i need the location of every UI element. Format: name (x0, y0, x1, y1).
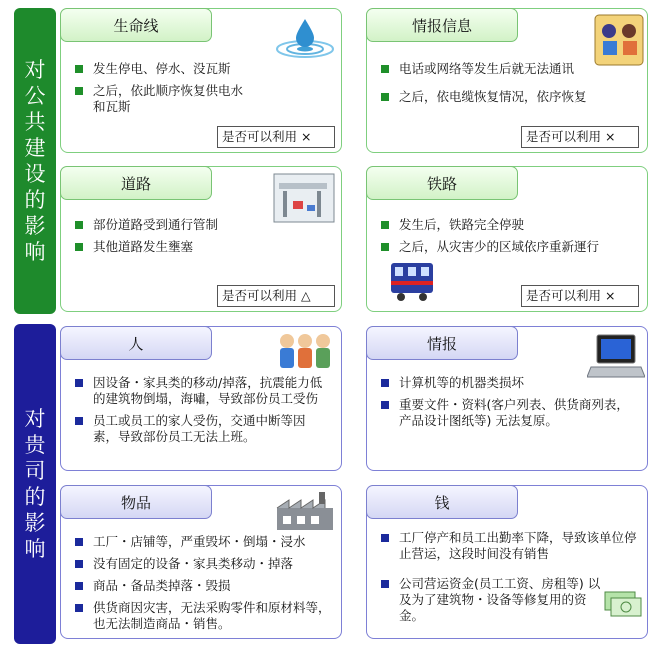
public-impact-label: 对公共建设的影响 (24, 58, 46, 264)
railway-panel (366, 166, 648, 312)
road-panel (60, 166, 342, 312)
lifeline-panel (60, 8, 342, 153)
laptop-icon (587, 333, 645, 381)
list-item: 电话或网络等发生后就无法通讯 (379, 61, 639, 77)
list-item: 之后，依此顺序恢复供电水和瓦斯 (73, 83, 248, 115)
list-item: 没有固定的设备・家具类移动・掉落 (73, 556, 335, 572)
water-drop-icon (273, 15, 337, 59)
list-item: 因设备・家具类的移动/掉落，抗震能力低的建筑物倒塌，海嘯，导致部份员工受伤 (73, 375, 323, 407)
factory-icon (275, 490, 335, 532)
public-impact-sidebar (14, 8, 56, 314)
company-impact-sidebar (14, 324, 56, 644)
usability-status: 是否可以利用 △ (217, 285, 335, 307)
injured-people-icon (273, 331, 335, 371)
lifeline-tab: 生命线 (60, 8, 212, 42)
information-tab: 情报 (366, 326, 518, 360)
people-panel (60, 326, 342, 471)
cash-icon (603, 586, 643, 622)
train-icon (389, 261, 435, 303)
list-item: 之后，从灾害少的区域依序重新運行 (379, 239, 639, 255)
list-item: 工厂・店铺等，严重毁坏・倒塌・浸水 (73, 534, 335, 550)
info-comm-panel (366, 8, 648, 153)
list-item: 公司营运资金(员工工资、房租等) 以及为了建筑物・设备等修复用的资金。 (379, 576, 605, 624)
list-item: 供货商因灾害，无法采购零件和原材料等，也无法制造商品・销售。 (73, 600, 335, 632)
railway-tab: 铁路 (366, 166, 518, 200)
usability-status: 是否可以利用 × (521, 285, 639, 307)
list-item: 员工或员工的家人受伤，交通中断等因素，导致部份员工无法上班。 (73, 413, 323, 445)
goods-tab: 物品 (60, 485, 212, 519)
usability-status: 是否可以利用 × (521, 126, 639, 148)
highway-icon (273, 173, 335, 223)
money-tab: 钱 (366, 485, 518, 519)
usability-status: 是否可以利用 × (217, 126, 335, 148)
people-tab: 人 (60, 326, 212, 360)
info-comm-tab: 情报信息 (366, 8, 518, 42)
list-item: 工厂停产和员工出勤率下降，导致该单位停止营运，这段时间没有销售 (379, 530, 639, 562)
list-item: 部份道路受到通行管制 (73, 217, 333, 233)
goods-panel (60, 485, 342, 639)
list-item: 重要文件・资料(客户列表、供货商列表，产品设计图纸等) 无法复原。 (379, 397, 639, 429)
company-impact-label: 对贵司的影响 (24, 407, 46, 561)
list-item: 计算机等的机器类损坏 (379, 375, 639, 391)
money-panel (366, 485, 648, 639)
list-item: 之后，依电缆恢复情况，依序恢复 (379, 89, 639, 105)
road-tab: 道路 (60, 166, 212, 200)
phone-call-icon (593, 13, 645, 67)
information-panel (366, 326, 648, 471)
list-item: 发生后，铁路完全停驶 (379, 217, 639, 233)
list-item: 其他道路发生壅塞 (73, 239, 333, 255)
list-item: 发生停电、停水、没瓦斯 (73, 61, 333, 77)
list-item: 商品・备品类掉落・毁损 (73, 578, 335, 594)
